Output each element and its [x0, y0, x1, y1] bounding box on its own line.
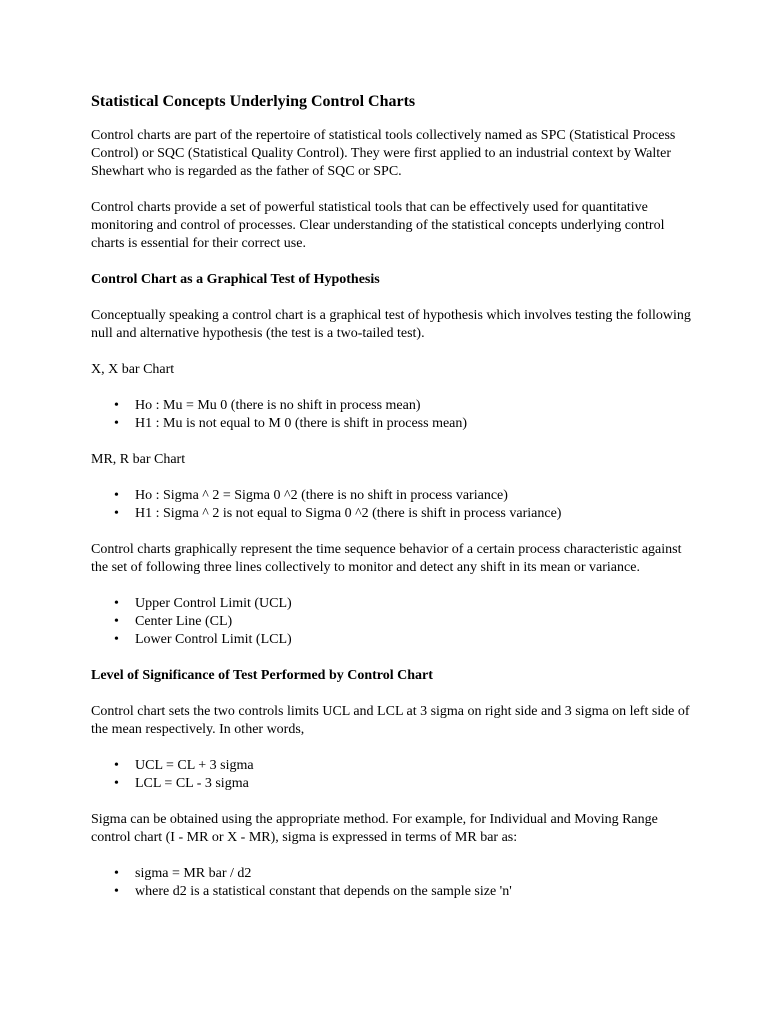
- list-item-text: Ho : Mu = Mu 0 (there is no shift in process mean): [135, 398, 421, 413]
- list-item-text: H1 : Sigma ^ 2 is not equal to Sigma 0 ^2 (there is shift in process variance): [135, 506, 562, 521]
- list-item-text: Ho : Sigma ^ 2 = Sigma 0 ^2 (there is no shift in process variance): [135, 488, 508, 503]
- hypothesis-paragraph: Conceptually speaking a control chart is a graphical test of hypothesis which involves testing the following null and alternative hypothesis (the test is a two-tailed test).: [91, 308, 691, 341]
- bullet-icon: •: [114, 758, 119, 773]
- bullet-icon: •: [114, 488, 119, 503]
- list-item: [91, 775, 691, 793]
- bullet-icon: •: [114, 632, 119, 647]
- sigma-paragraph: Sigma can be obtained using the appropriate method. For example, for Individual and Moving Range control chart (I - MR or X - MR), sigma is expressed in terms of MR bar as:: [91, 812, 658, 845]
- bullet-icon: •: [114, 398, 119, 413]
- list-item: [91, 397, 691, 415]
- bullet-icon: •: [114, 776, 119, 791]
- document-title: Statistical Concepts Underlying Control Charts: [91, 93, 416, 110]
- control-lines-list: [91, 595, 691, 649]
- bullet-icon: •: [114, 614, 119, 629]
- list-item-text: UCL = CL + 3 sigma: [135, 758, 254, 773]
- list-item-text: where d2 is a statistical constant that depends on the sample size 'n': [135, 884, 512, 899]
- mr-chart-label: MR, R bar Chart: [91, 452, 186, 467]
- list-item: [91, 865, 691, 883]
- list-item: [91, 505, 691, 523]
- bullet-icon: •: [114, 884, 119, 899]
- control-limits-list: [91, 757, 691, 793]
- list-item-text: LCL = CL - 3 sigma: [135, 776, 249, 791]
- control-lines-paragraph: Control charts graphically represent the time sequence behavior of a certain process characteristic against the set of following three lines collectively to monitor and detect any shift in its mean or variance.: [91, 542, 682, 575]
- list-item-text: Upper Control Limit (UCL): [135, 596, 292, 611]
- list-item-text: sigma = MR bar / d2: [135, 866, 252, 881]
- significance-paragraph: Control chart sets the two controls limits UCL and LCL at 3 sigma on right side and 3 sigma on left side of the mean respectively. In other words,: [91, 704, 690, 737]
- section-heading-significance: Level of Significance of Test Performed by Control Chart: [91, 668, 433, 683]
- bullet-icon: •: [114, 866, 119, 881]
- list-item-text: H1 : Mu is not equal to M 0 (there is shift in process mean): [135, 416, 468, 431]
- list-item-text: Center Line (CL): [135, 614, 233, 629]
- mr-hypothesis-list: [91, 487, 691, 523]
- xbar-chart-label: X, X bar Chart: [91, 362, 175, 377]
- list-item: [91, 487, 691, 505]
- list-item: [91, 883, 691, 901]
- list-item: [91, 631, 691, 649]
- list-item: [91, 757, 691, 775]
- bullet-icon: •: [114, 506, 119, 521]
- intro-paragraph-2: Control charts provide a set of powerful statistical tools that can be effectively used for quantitative monitoring and control of processes. Clear understanding of the statistical concepts underlying control charts is essential for their correct use.: [91, 200, 665, 251]
- section-heading-hypothesis: Control Chart as a Graphical Test of Hypothesis: [91, 272, 380, 287]
- bullet-icon: •: [114, 416, 119, 431]
- list-item-text: Lower Control Limit (LCL): [135, 632, 292, 647]
- xbar-hypothesis-list: [91, 397, 691, 433]
- intro-paragraph-1: Control charts are part of the repertoire of statistical tools collectively named as SPC (Statistical Process Control) or SQC (Statistical Quality Control). They were first applied to an industrial context by Walter Shewhart who is regarded as the father of SQC or SPC.: [91, 128, 676, 179]
- sigma-list: [91, 865, 691, 901]
- list-item: [91, 613, 691, 631]
- bullet-icon: •: [114, 596, 119, 611]
- document-page: [91, 91, 691, 919]
- list-item: [91, 415, 691, 433]
- list-item: [91, 595, 691, 613]
